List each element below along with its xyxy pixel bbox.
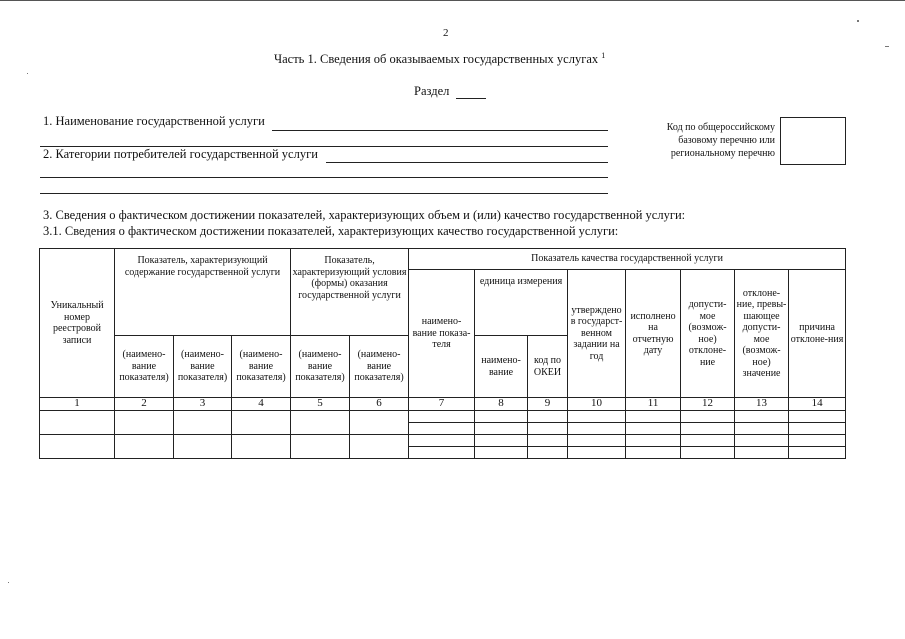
table-cell	[232, 435, 291, 459]
column-number: 10	[568, 398, 626, 411]
table-cell	[475, 423, 528, 435]
column-number: 7	[409, 398, 475, 411]
table-cell	[528, 447, 568, 459]
consumer-categories-blank	[326, 162, 608, 163]
column-number: 5	[291, 398, 350, 411]
table-cell	[528, 435, 568, 447]
table-row	[40, 411, 846, 423]
header-unit-name: наимено-вание	[475, 336, 528, 398]
table-cell	[735, 435, 789, 447]
blank-line	[40, 177, 608, 178]
quality-indicators-table	[39, 248, 846, 459]
section-label: Раздел	[414, 84, 450, 98]
header-content-col-2: (наимено-вание показателя)	[174, 336, 232, 398]
scan-speck	[885, 46, 889, 47]
scan-speck	[27, 73, 28, 74]
header-conditions-col-1: (наимено-вание показателя)	[291, 336, 350, 398]
table-cell	[681, 423, 735, 435]
table-cell	[350, 411, 409, 435]
code-box	[780, 117, 846, 165]
header-unique-number: Уникальный номер реестровой записи	[40, 249, 115, 398]
column-number: 6	[350, 398, 409, 411]
table-cell	[409, 411, 475, 423]
column-number: 3	[174, 398, 232, 411]
header-executed: исполнено на отчетную дату	[626, 270, 681, 398]
table-cell	[475, 435, 528, 447]
table-cell	[626, 447, 681, 459]
part-title	[274, 51, 605, 67]
scan-speck	[857, 20, 859, 22]
table-cell	[475, 447, 528, 459]
table-cell	[735, 411, 789, 423]
column-number: 12	[681, 398, 735, 411]
blank-line	[40, 193, 608, 194]
table-cell	[789, 435, 846, 447]
column-number: 13	[735, 398, 789, 411]
header-allowed-deviation: допусти-мое (возмож-ное) отклоне-ние	[681, 270, 735, 398]
table-cell	[115, 411, 174, 435]
table-cell	[626, 423, 681, 435]
table-cell	[568, 423, 626, 435]
scan-speck	[8, 582, 9, 583]
column-number: 4	[232, 398, 291, 411]
consumer-categories-label: 2. Категории потребителей государственной услуги	[43, 147, 318, 161]
section-3-1-heading: 3.1. Сведения о фактическом достижении показателей, характеризующих качество государственной услуги:	[43, 224, 619, 238]
header-content-col-1: (наимено-вание показателя)	[115, 336, 174, 398]
table-cell	[350, 435, 409, 459]
table-cell	[681, 411, 735, 423]
table-cell	[528, 411, 568, 423]
table-cell	[40, 435, 115, 459]
table-cell	[789, 411, 846, 423]
column-number: 9	[528, 398, 568, 411]
header-conditions-indicator: Показатель, характеризующий условия (формы) оказания государственной услуги	[291, 249, 409, 336]
table-cell	[40, 411, 115, 435]
header-deviation-reason: причина отклоне-ния	[789, 270, 846, 398]
part-footnote: 1	[601, 51, 606, 60]
table-cell	[528, 423, 568, 435]
service-name-blank	[272, 130, 608, 131]
header-quality-indicator: Показатель качества государственной услуги	[409, 249, 846, 270]
table-cell	[735, 423, 789, 435]
column-number: 2	[115, 398, 174, 411]
table-cell	[568, 447, 626, 459]
section-number-blank	[456, 98, 486, 99]
table-cell	[409, 435, 475, 447]
column-number: 1	[40, 398, 115, 411]
table-cell	[291, 411, 350, 435]
header-unit: единица измерения	[475, 270, 568, 336]
header-exceeding-deviation: отклоне-ние, превы-шающее допусти-мое (возмож-ное) значение	[735, 270, 789, 398]
part-title-text: Часть 1. Сведения об оказываемых государственных услугах	[274, 52, 599, 67]
column-numbers-row	[40, 398, 846, 411]
header-approved: утверждено в государст-венном задании на год	[568, 270, 626, 398]
table-cell	[409, 447, 475, 459]
header-content-indicator: Показатель, характеризующий содержание государственной услуги	[115, 249, 291, 336]
table-cell	[174, 411, 232, 435]
column-number: 11	[626, 398, 681, 411]
header-indicator-name: наимено-вание показа-теля	[409, 270, 475, 398]
table-cell	[568, 435, 626, 447]
table-cell	[568, 411, 626, 423]
table-cell	[789, 447, 846, 459]
table-cell	[735, 447, 789, 459]
service-name-label: 1. Наименование государственной услуги	[43, 114, 265, 128]
table-row	[40, 435, 846, 447]
table-cell	[174, 435, 232, 459]
section-3-heading: 3. Сведения о фактическом достижении показателей, характеризующих объем и (или) качество государственной услуги:	[43, 208, 686, 222]
table-cell	[291, 435, 350, 459]
page-number: 2	[443, 27, 449, 39]
table-cell	[115, 435, 174, 459]
top-border-line	[0, 0, 905, 3]
table-cell	[789, 423, 846, 435]
table-cell	[475, 411, 528, 423]
table-cell	[626, 411, 681, 423]
header-content-col-3: (наимено-вание показателя)	[232, 336, 291, 398]
table-cell	[232, 411, 291, 435]
header-unit-code: код по ОКЕИ	[528, 336, 568, 398]
column-number: 8	[475, 398, 528, 411]
header-conditions-col-2: (наимено-вание показателя)	[350, 336, 409, 398]
table-cell	[626, 435, 681, 447]
code-label: Код по общероссийскому базовому перечню или региональному перечню	[666, 122, 775, 159]
table-cell	[681, 435, 735, 447]
table-cell	[681, 447, 735, 459]
table-cell	[409, 423, 475, 435]
column-number: 14	[789, 398, 846, 411]
